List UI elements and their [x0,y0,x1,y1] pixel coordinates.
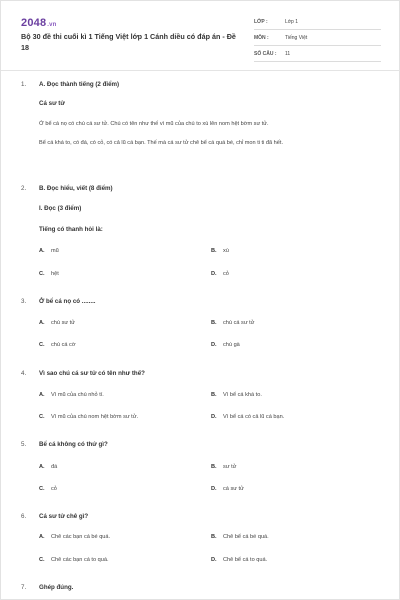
question-title: Ở bể cá nọ có ........ [39,298,96,305]
option-letter: D. [211,414,217,420]
passage-title: Cá sư tử [39,100,65,107]
option-c[interactable] [39,414,138,420]
question-number: 4. [21,370,27,377]
option-text: chú cá cờ [51,342,76,348]
option-c[interactable] [39,271,59,277]
option-text: Vì bể cá có cả lũ cá bạn. [223,414,285,420]
option-text: cỏ [223,271,229,277]
option-text: Chê bể cá to quá. [223,557,268,563]
option-letter: D. [211,342,217,348]
option-letter: A. [39,392,45,398]
option-letter: C. [39,486,45,492]
meta-key: MÔN : [254,35,269,41]
option-d[interactable] [211,557,267,563]
option-text: Chê các bạn cá bé quá. [51,534,111,540]
question-number: 6. [21,513,27,520]
option-letter: C. [39,342,45,348]
header-divider [1,70,400,71]
option-text: mũ [51,248,59,254]
option-text: sư tử [223,464,237,470]
option-text: Vì bể cá khá to. [223,392,262,398]
document-header [21,15,381,65]
question-title: Vì sao chú cá sư tử có tên như thế? [39,370,145,377]
option-a[interactable] [39,320,75,326]
option-d[interactable] [211,342,240,348]
option-letter: A. [39,320,45,326]
option-text: Chê bể cá bé quá. [223,534,269,540]
option-letter: A. [39,534,45,540]
question-number: 1. [21,81,27,88]
option-b[interactable] [211,392,262,398]
document-title: Bộ 30 đề thi cuối kì 1 Tiếng Việt lớp 1 Cánh diều có đáp án - Đề 18 [21,32,236,52]
question-number: 7. [21,584,27,591]
site-logo[interactable] [21,17,57,29]
logo-text: 2048 [21,17,47,29]
option-letter: D. [211,486,217,492]
option-b[interactable] [211,534,269,540]
option-c[interactable] [39,486,57,492]
option-d[interactable] [211,271,229,277]
option-a[interactable] [39,248,59,254]
option-text: cỏ [51,486,57,492]
question-title: Bể cá không có thứ gì? [39,441,108,448]
option-letter: D. [211,271,217,277]
option-d[interactable] [211,486,244,492]
option-text: chú sư tử [51,320,75,326]
option-text: Vì mũ của chú nom hệt bờm sư tử. [51,414,139,420]
option-letter: B. [211,534,217,540]
question-number: 3. [21,298,27,305]
option-b[interactable] [211,248,229,254]
logo-suffix: .vn [47,22,57,28]
option-letter: C. [39,414,45,420]
question-title: B. Đọc hiểu, viết (8 điểm) [39,185,113,192]
option-letter: B. [211,248,217,254]
option-c[interactable] [39,557,109,563]
option-text: Chê các bạn cá to quá. [51,557,109,563]
meta-row-class [254,17,381,30]
question-title: Ghép đúng. [39,584,74,591]
option-b[interactable] [211,464,236,470]
question-number: 5. [21,441,27,448]
section-title: I. Đọc (3 điểm) [39,205,82,212]
option-a[interactable] [39,464,57,470]
option-b[interactable] [211,320,254,326]
option-text: xù [223,248,229,254]
option-text: chú cá sư tử [223,320,255,326]
meta-value: 11 [285,51,291,57]
meta-key: LỚP : [254,19,268,25]
option-letter: A. [39,464,45,470]
option-letter: C. [39,557,45,563]
question-number: 2. [21,185,27,192]
option-text: hệt [51,271,59,277]
option-a[interactable] [39,392,104,398]
question-title: Cá sư tử chê gì? [39,513,89,520]
option-letter: A. [39,248,45,254]
option-letter: C. [39,271,45,277]
meta-panel [254,17,381,65]
option-letter: D. [211,557,217,563]
meta-value: Tiếng Việt [285,35,308,41]
option-letter: B. [211,392,217,398]
meta-row-subject [254,33,381,46]
meta-key: SỐ CÂU : [254,51,277,57]
option-c[interactable] [39,342,76,348]
question-prompt: Tiếng có thanh hỏi là: [39,226,103,233]
question-title: A. Đọc thành tiếng (2 điểm) [39,81,120,88]
option-text: cá sư tử [223,486,244,492]
meta-value: Lớp 1 [285,19,299,25]
passage-paragraph: Bể cá khá to, có đá, có cỏ, có cả lũ cá bạn. Thế mà cá sư tử chê bể cá quá bé, chỉ mon ti ti đã hết. [39,140,284,146]
option-a[interactable] [39,534,110,540]
option-letter: B. [211,320,217,326]
meta-row-count [254,49,381,62]
option-text: Vì mũ của chú nhỏ tí. [51,392,104,398]
option-d[interactable] [211,414,284,420]
option-letter: B. [211,464,217,470]
option-text: đá [51,464,58,470]
passage-paragraph: Ở bể cá nọ có chú cá sư tử. Chú có tên như thế vì mũ của chú to xù lên nom hệt bờm sư tử. [39,121,269,127]
option-text: chú gà [223,342,240,348]
